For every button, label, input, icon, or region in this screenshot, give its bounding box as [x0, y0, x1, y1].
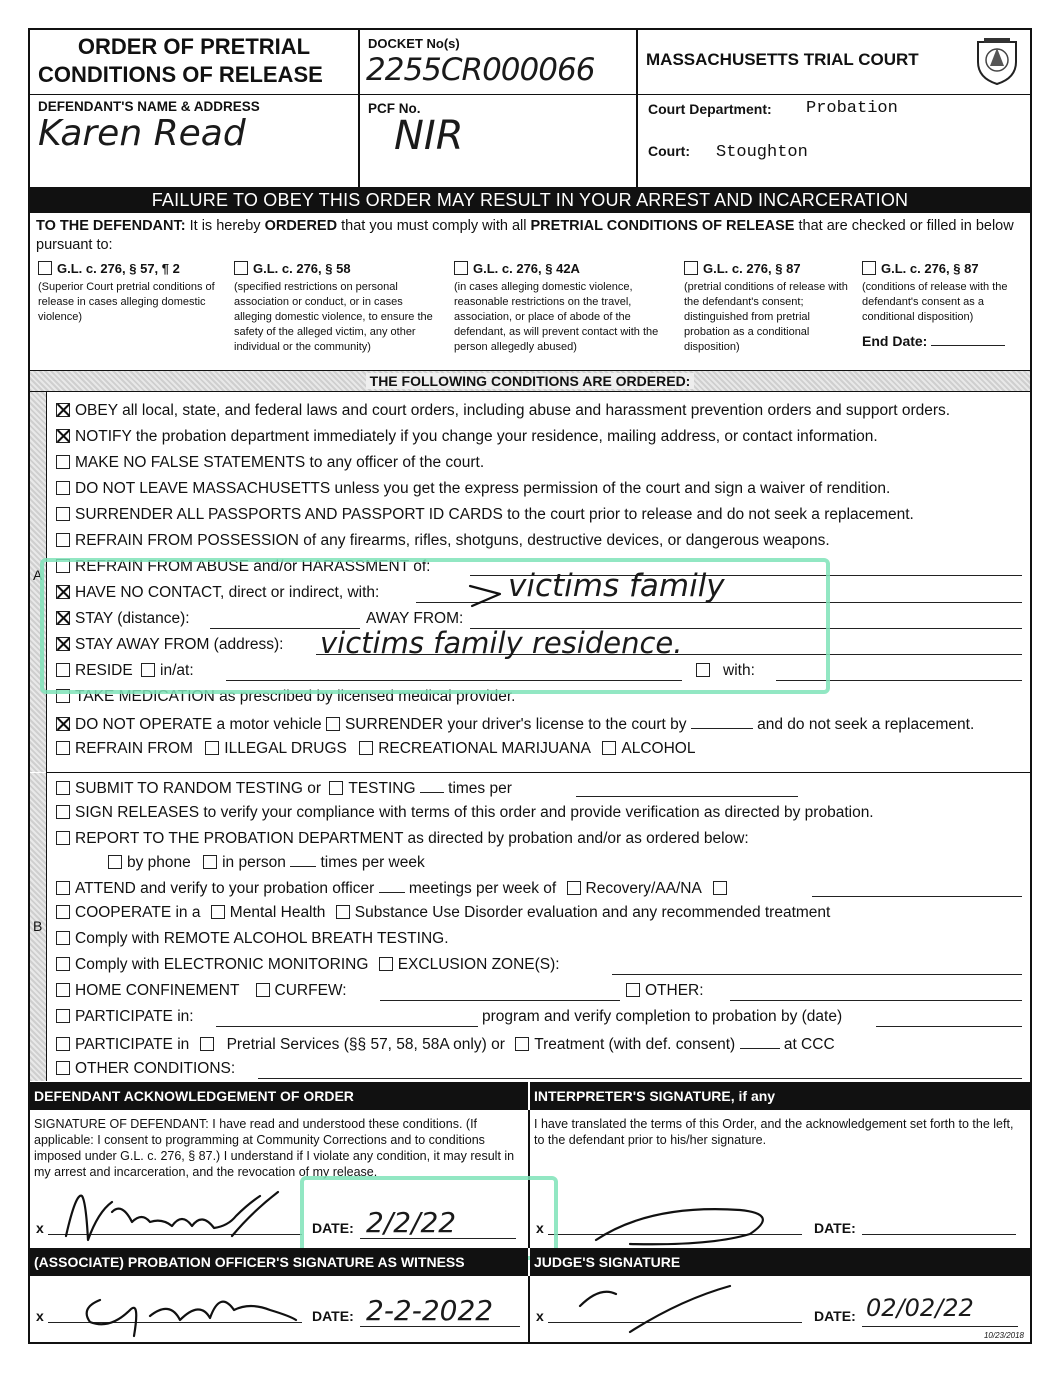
cond-medication-rest: as prescribed by licensed medical provider. [214, 688, 516, 705]
court-department-label: Court Department: [648, 101, 772, 117]
cond-passports [56, 506, 914, 524]
home-lead: HOME CONFINEMENT [75, 982, 240, 999]
statute-3-desc: (in cases alleging domestic violence, reasonable restrictions on the travel, association, or place of abode of the defendant, as will prevent contact with the person allegedly abused) [454, 281, 659, 353]
cond-stay-away-address-rest: (address): [209, 636, 284, 653]
ack-header-bar [30, 1082, 528, 1110]
surrender-license-checkbox[interactable] [326, 717, 340, 731]
random-testing-or: or [302, 780, 322, 797]
cond-random-testing [56, 778, 512, 798]
rabt-label: REMOTE ALCOHOL BREATH TESTING [163, 930, 445, 947]
cond-refrain-lead: REFRAIN FROM [75, 740, 193, 757]
random-testing-label: SUBMIT TO RANDOM TESTING [75, 780, 303, 797]
participate-1-tail: program and verify completion to probation by (date) [482, 1008, 843, 1025]
treatment-checkbox[interactable] [515, 1037, 529, 1051]
cond-false-statements [56, 454, 484, 472]
report-count-field[interactable] [290, 852, 316, 867]
cond-abuse-rest: of: [408, 558, 431, 575]
warning-text: FAILURE TO OBEY THIS ORDER MAY RESULT IN YOUR ARREST AND INCARCERATION [151, 190, 909, 210]
attend-meetings-per-week: meetings per week of [408, 880, 557, 897]
home-other-line[interactable] [730, 1000, 1022, 1001]
statute-2-checkbox[interactable] [234, 261, 248, 275]
cond-sign-releases [56, 804, 874, 822]
cond-false-statements-lead: MAKE NO FALSE STATEMENTS [75, 454, 306, 471]
cond-notify-checkbox[interactable] [56, 429, 70, 443]
ack-header: DEFENDANT ACKNOWLEDGEMENT OF ORDER [34, 1088, 354, 1104]
cond-participate-2 [56, 1034, 835, 1054]
cond-stay-away-address-lead: STAY AWAY FROM [75, 636, 210, 653]
report-checkbox[interactable] [56, 831, 70, 845]
recovery-checkbox[interactable] [567, 881, 581, 895]
report-phone-label: by phone [127, 854, 191, 871]
substance-use-label: Substance Use Disorder evaluation and any recommended treatment [354, 904, 831, 921]
court-info-cell [638, 95, 1032, 187]
exclusion-zone-checkbox[interactable] [379, 957, 393, 971]
judge-date-line[interactable] [862, 1326, 1018, 1327]
participate-1-rest: in: [172, 1008, 194, 1025]
judge-date-label: DATE: [814, 1308, 856, 1324]
refrain-drugs-checkbox[interactable] [205, 741, 219, 755]
defendant-signature [52, 1182, 292, 1248]
report-person-checkbox[interactable] [203, 855, 217, 869]
statute-1-desc: (Superior Court pretrial conditions of release in cases alleging domestic violence) [38, 281, 215, 323]
attend-other-line[interactable] [812, 896, 1022, 897]
stay-away-address-fill[interactable]: victims family residence. [320, 626, 683, 660]
cond-refrain-checkbox[interactable] [56, 741, 70, 755]
po-signature [60, 1280, 300, 1342]
curfew-checkbox[interactable] [256, 983, 270, 997]
ack-date-value[interactable]: 2/2/22 [366, 1206, 457, 1239]
section-b-letter: B [33, 918, 43, 934]
surrender-date-field[interactable] [691, 714, 753, 729]
exclusion-zone-line[interactable] [612, 974, 1022, 975]
report-phone-checkbox[interactable] [108, 855, 122, 869]
mental-health-checkbox[interactable] [211, 905, 225, 919]
reside-inat-label: in/at: [160, 662, 194, 679]
pcf-label: PCF No. [368, 101, 421, 116]
ack-date-label: DATE: [312, 1220, 354, 1236]
po-date-value[interactable]: 2-2-2022 [366, 1294, 494, 1327]
em-label: ELECTRONIC MONITORING [163, 956, 369, 973]
other-conditions-checkbox[interactable] [56, 1061, 70, 1075]
ccc-field[interactable] [740, 1034, 780, 1049]
cond-notify-rest: the probation department immediately if you change your residence, mailing address, or contact information. [131, 428, 878, 445]
court-label: Court: [648, 143, 690, 159]
judge-header: JUDGE'S SIGNATURE [534, 1254, 681, 1270]
form-title-line2: CONDITIONS OF RELEASE [38, 62, 323, 87]
cond-passports-checkbox[interactable] [56, 507, 70, 521]
interp-cell [530, 1110, 1030, 1248]
other-conditions-rest: : [230, 1060, 236, 1077]
cond-obey-checkbox[interactable] [56, 403, 70, 417]
cond-participate-1 [56, 1008, 194, 1026]
rabt-rest: . [444, 930, 449, 947]
home-checkbox[interactable] [56, 983, 70, 997]
statute-5 [862, 261, 1026, 349]
warning-bar [30, 187, 1030, 213]
interp-date-line[interactable] [862, 1234, 1016, 1235]
participate-2-rest: in [172, 1036, 190, 1053]
participate-1-date-line[interactable] [876, 1026, 1022, 1027]
interp-header-bar [530, 1082, 1030, 1110]
cond-false-statements-rest: to any officer of the court. [305, 454, 485, 471]
home-other-checkbox[interactable] [626, 983, 640, 997]
cond-obey [56, 402, 950, 420]
cond-notify-lead: NOTIFY [75, 428, 132, 445]
mental-health-label: Mental Health [229, 904, 326, 921]
cond-abuse-lead: REFRAIN FROM ABUSE and/or HARASSMENT [75, 558, 409, 575]
attend-rest: and verify to your probation officer [135, 880, 375, 897]
order-form [28, 28, 1032, 1344]
cond-leave-mass-checkbox[interactable] [56, 481, 70, 495]
pcf-cell [360, 95, 638, 187]
cooperate-lead: COOPERATE [75, 904, 172, 921]
court-name: MASSACHUSETTS TRIAL COURT [646, 50, 919, 69]
report-rest: as directed by probation and/or as ordered below: [403, 830, 749, 847]
po-cell [30, 1276, 530, 1342]
statute-3-label: G.L. c. 276, § 42A [473, 261, 580, 276]
cond-passports-rest: to the court prior to release and do not seek a replacement. [502, 506, 914, 523]
intro-lead: TO THE DEFENDANT: [36, 218, 186, 234]
surrender-license-tail: and do not seek a replacement. [757, 716, 975, 733]
docket-number[interactable]: 2255CR000066 [366, 52, 595, 88]
statute-2-label: G.L. c. 276, § 58 [253, 261, 351, 276]
exclusion-zone-label: EXCLUSION ZONE(S): [397, 956, 560, 973]
other-conditions-line[interactable] [258, 1078, 1022, 1079]
cond-stay-distance-rest: (distance): [112, 610, 190, 627]
cond-report [56, 830, 749, 848]
end-date-field[interactable] [931, 331, 1005, 346]
refrain-alcohol-label: ALCOHOL [621, 740, 696, 757]
em-lead: Comply with [75, 956, 164, 973]
surrender-license-rest: your driver's license to the court by [443, 716, 687, 733]
statute-4-desc: (pretrial conditions of release with the defendant's consent; distinguished from pretrial probation as a conditional disposition) [684, 281, 848, 353]
judge-date-value[interactable]: 02/02/22 [866, 1294, 974, 1322]
interp-header: INTERPRETER'S SIGNATURE, if any [534, 1088, 776, 1104]
intro-ordered: ORDERED [264, 218, 338, 234]
docket-label: DOCKET No(s) [368, 36, 460, 51]
cond-refrain [56, 740, 695, 758]
ack-x: x [36, 1220, 44, 1236]
section-a-letter: A [33, 567, 43, 583]
refrain-alcohol-checkbox[interactable] [602, 741, 616, 755]
refrain-drugs-label: ILLEGAL DRUGS [224, 740, 347, 757]
cond-leave-mass [56, 480, 890, 498]
cond-em [56, 956, 560, 974]
cond-medication-lead: TAKE MEDICATION [75, 688, 215, 705]
court-value[interactable]: Stoughton [716, 143, 808, 162]
highlight-box-conditions [40, 558, 830, 694]
em-checkbox[interactable] [56, 957, 70, 971]
judge-signature [570, 1280, 770, 1340]
form-code: 10/23/2018 [983, 1331, 1024, 1340]
ack-text: SIGNATURE OF DEFENDANT: I have read and understood these conditions. (If applicable: I consent to programming at Community Corrections and to conditions imposed under G.L. c. 276, § 87.) I understand if I violate any condition, it may result in my arrest and incarceration, and the revocation of my release. [34, 1117, 515, 1179]
testing-times-per: times per [448, 780, 512, 797]
title-cell [30, 30, 360, 95]
interp-x: x [536, 1220, 544, 1236]
statute-5-checkbox[interactable] [862, 261, 876, 275]
statute-5-desc: (conditions of release with the defendant's consent as a conditional disposition) [862, 281, 1008, 323]
surrender-license-lead: SURRENDER [344, 716, 444, 733]
rabt-checkbox[interactable] [56, 931, 70, 945]
cond-motor-vehicle-lead: DO NOT OPERATE [75, 716, 213, 733]
court-department-value[interactable]: Probation [806, 99, 898, 118]
rabt-lead: Comply with [75, 930, 164, 947]
attend-lead: ATTEND [75, 880, 136, 897]
cond-motor-vehicle-checkbox[interactable] [56, 717, 70, 731]
intro-text-1: It is hereby [185, 218, 265, 234]
pretrial-services-checkbox[interactable] [200, 1037, 214, 1051]
statute-3-checkbox[interactable] [454, 261, 468, 275]
statute-4-label: G.L. c. 276, § 87 [703, 261, 801, 276]
substance-use-checkbox[interactable] [336, 905, 350, 919]
defendant-cell [30, 95, 360, 187]
defendant-name[interactable]: Karen Read [38, 113, 246, 154]
testing-checkbox[interactable] [329, 781, 343, 795]
po-date-label: DATE: [312, 1308, 354, 1324]
participate-2-checkbox[interactable] [56, 1037, 70, 1051]
statute-3 [454, 261, 666, 355]
cond-cooperate [56, 904, 830, 922]
reside-with-label: with: [723, 662, 755, 679]
statute-1-checkbox[interactable] [38, 261, 52, 275]
interp-date-label: DATE: [814, 1220, 856, 1236]
cond-leave-mass-rest: unless you get the express permission of the court and sign a waiver of rendition. [330, 480, 891, 497]
testing-count-field[interactable] [420, 778, 444, 793]
cond-weapons-rest: of any firearms, rifles, shotguns, destructive devices, or dangerous weapons. [298, 532, 830, 549]
po-header: (ASSOCIATE) PROBATION OFFICER'S SIGNATURE AS WITNESS [34, 1254, 465, 1270]
interp-scribble [590, 1200, 790, 1250]
cond-obey-rest: all local, state, and federal laws and court orders, including abuse and harassment prevention orders and support orders. [117, 402, 951, 419]
cond-weapons-checkbox[interactable] [56, 533, 70, 547]
sign-releases-checkbox[interactable] [56, 805, 70, 819]
refrain-marijuana-checkbox[interactable] [359, 741, 373, 755]
cond-attend [56, 878, 732, 898]
po-header-bar [30, 1248, 528, 1276]
report-options [108, 852, 425, 872]
cond-passports-lead: SURRENDER ALL PASSPORTS AND PASSPORT ID CARDS [75, 506, 503, 523]
statute-1 [38, 261, 228, 325]
court-seal-icon [974, 36, 1020, 86]
cond-no-contact-lead: HAVE NO CONTACT, [75, 584, 225, 601]
conditions-header: THE FOLLOWING CONDITIONS ARE ORDERED: [366, 373, 695, 389]
participate-1-line[interactable] [216, 1026, 478, 1027]
home-other [626, 982, 704, 1000]
participate-1-checkbox[interactable] [56, 1009, 70, 1023]
judge-cell [530, 1276, 1030, 1342]
cond-other [56, 1060, 235, 1078]
testing-period-line[interactable] [576, 796, 798, 797]
cond-no-contact-rest: direct or indirect, with: [224, 584, 380, 601]
statute-2-desc: (specified restrictions on personal association or conduct, or in cases alleging domestic violence, to ensure the safety of the alleged victim, any other individual or the community) [234, 281, 433, 353]
intro-text [36, 217, 1021, 255]
statute-1-label: G.L. c. 276, § 57, ¶ 2 [57, 261, 180, 276]
conditions-header-bar [30, 370, 1030, 392]
statute-2 [234, 261, 442, 355]
intro-text-2: that you must comply with all [337, 218, 531, 234]
judge-header-bar [530, 1248, 1030, 1276]
treatment-label: Treatment (with def. consent) [534, 1036, 736, 1053]
judge-x: x [536, 1308, 544, 1324]
cond-home [56, 982, 347, 1000]
defendant-label: DEFENDANT'S NAME & ADDRESS [38, 99, 260, 114]
sign-releases-lead: SIGN RELEASES [75, 804, 200, 821]
sign-releases-rest: to verify your compliance with terms of this order and provide verification as directed by probation. [199, 804, 874, 821]
cond-notify [56, 428, 878, 446]
testing-label: TESTING [348, 780, 416, 797]
cond-weapons-lead: REFRAIN FROM POSSESSION [75, 532, 299, 549]
recovery-label: Recovery/AA/NA [585, 880, 701, 897]
cond-rabt [56, 930, 449, 948]
interp-text: I have translated the terms of this Order, and the acknowledgement set forth to the left, to the defendant prior to his/her signature. [534, 1117, 1014, 1147]
statute-4-checkbox[interactable] [684, 261, 698, 275]
po-x: x [36, 1308, 44, 1324]
cond-motor-vehicle [56, 714, 974, 734]
attend-count-field[interactable] [379, 878, 405, 893]
pretrial-services-label: Pretrial Services (§§ 57, 58, 58A only) or [226, 1036, 505, 1053]
cond-stay-distance-lead: STAY [75, 610, 113, 627]
cond-reside-lead: RESIDE [75, 662, 133, 679]
away-from-label: AWAY FROM: [366, 610, 464, 627]
cond-leave-mass-lead: DO NOT LEAVE MASSACHUSETTS [75, 480, 331, 497]
report-times-per-week: times per week [320, 854, 425, 871]
curfew-label: CURFEW: [274, 982, 347, 999]
court-cell [638, 30, 1032, 95]
participate-2-lead: PARTICIPATE [75, 1036, 173, 1053]
pcf-number[interactable]: NIR [394, 113, 464, 159]
curfew-line[interactable] [380, 1000, 620, 1001]
ccc-label: at CCC [783, 1036, 835, 1053]
attend-checkbox[interactable] [56, 881, 70, 895]
cooperate-checkbox[interactable] [56, 905, 70, 919]
end-date-label: End Date: [862, 333, 928, 349]
refrain-marijuana-label: RECREATIONAL MARIJUANA [378, 740, 591, 757]
form-title-line1: ORDER OF PRETRIAL [77, 34, 311, 59]
cooperate-rest: in a [171, 904, 201, 921]
participate-1-lead: PARTICIPATE [75, 1008, 173, 1025]
cond-obey-lead: OBEY [75, 402, 118, 419]
cond-weapons [56, 532, 830, 550]
random-testing-checkbox[interactable] [56, 781, 70, 795]
cond-motor-vehicle-rest: a motor vehicle [212, 716, 322, 733]
statute-4 [684, 261, 852, 355]
report-lead: REPORT TO THE PROBATION DEPARTMENT [75, 830, 404, 847]
statute-5-label: G.L. c. 276, § 87 [881, 261, 979, 276]
cond-false-statements-checkbox[interactable] [56, 455, 70, 469]
intro-pcr: PRETRIAL CONDITIONS OF RELEASE [530, 218, 795, 234]
no-contact-fill[interactable]: victims family [508, 568, 725, 604]
attend-other-checkbox[interactable] [713, 881, 727, 895]
other-conditions-lead: OTHER CONDITIONS [75, 1060, 231, 1077]
docket-cell [360, 30, 638, 95]
report-person-label: in person [222, 854, 286, 871]
home-other-label: OTHER: [645, 982, 704, 999]
intro-text-3: that are checked or filled in below pursuant to: [36, 218, 1014, 253]
